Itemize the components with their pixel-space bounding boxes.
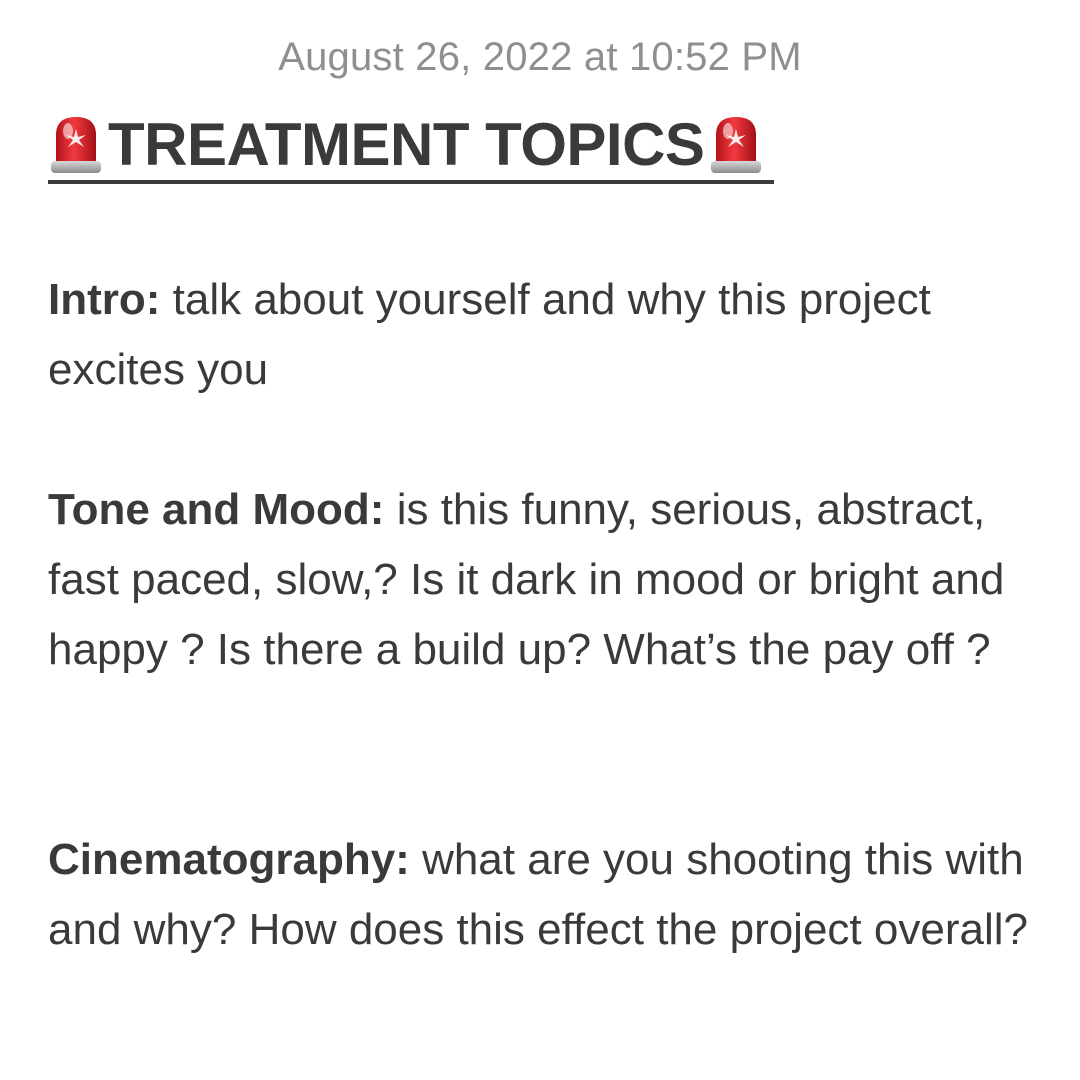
section-body: what are you shooting this with and why? How does this effect the project overall?	[48, 835, 1028, 954]
siren-icon	[48, 111, 104, 177]
note-timestamp: August 26, 2022 at 10:52 PM	[278, 35, 802, 79]
section-heading: Intro:	[48, 275, 161, 324]
section-heading: Cinematography:	[48, 835, 410, 884]
note-title-text: TREATMENT TOPICS	[108, 110, 705, 178]
section-body: talk about yourself and why this project excites you	[48, 275, 931, 394]
section-tone-and-mood[interactable]	[48, 475, 1048, 685]
section-heading: Tone and Mood:	[48, 485, 385, 534]
section-cinematography[interactable]	[48, 825, 1048, 965]
note-title[interactable]	[48, 108, 774, 184]
siren-icon	[708, 111, 764, 177]
section-body: is this funny, serious, abstract, fast paced, slow,? Is it dark in mood or bright and happy ? Is there a build up? What’s the pay off ?	[48, 485, 1005, 674]
section-intro[interactable]	[48, 265, 1048, 405]
